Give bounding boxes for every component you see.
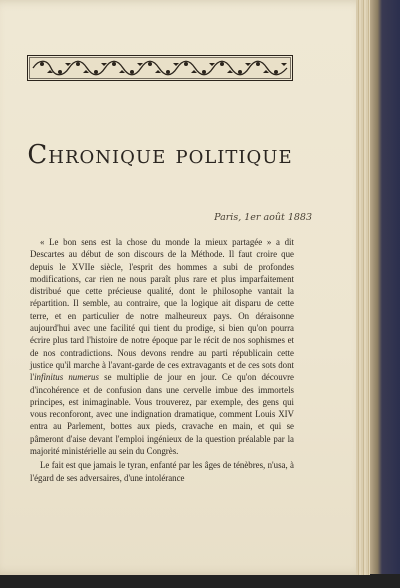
- latin-phrase: infinitus numerus: [34, 372, 99, 383]
- article-body: [30, 236, 294, 486]
- paragraph-text: se multiplie de jour en jour. Ce qu'on découvre d'incohérence et de confusion dans une cervelle imbue des immortels principes, est inimaginable. Vous trouverez, par exemple, des gens qui vous reconforont, avec une indignation dramatique, comment Louis XIV entra au Parlement, bottes aux pieds, cravache en main, et qui se pâmeront d'aise devant l'emploi ingénieux de la question préalable par la majorité ministérielle au sein du Congrès.: [30, 372, 294, 457]
- chapter-title: Chronique politique: [27, 140, 293, 170]
- dateline: Paris, 1er août 1883: [214, 212, 312, 223]
- paragraph: [30, 236, 294, 457]
- page-stack-edge: [356, 0, 370, 575]
- paragraph-text: « Le bon sens est la chose du monde la mieux partagée » a dit Descartes au début de son discours de la Méthode. Il faut croire que depuis le XVIIe siècle, l'esprit des hommes a subi de profondes modifications, car rien ne nous paraît plus rare et plus imparfaitement distribué que cette précieuse qualité, dont le philosophe vantait la répartition. Il semble, au contraire, que la logique ait disparu de cette terre, et en particulier de notre malheureux pays. On déraisonne aujourd'hui avec une facilité qui tient du prodige, si bien qu'on pourra écrire plus tard l'histoire de notre époque par le récit de nos sophismes et de nos contradictions. Nous devons rendre au parti républicain cette justice qu'il marche à l'avant-garde de ces extravagants et de ces sots dont l': [30, 237, 294, 383]
- book-binding-edge: [370, 0, 400, 588]
- decorative-header-ornament: [27, 55, 293, 81]
- paragraph: Le fait est que jamais le tyran, enfanté par les âges de ténèbres, n'usa, à l'égard de ses adversaires, d'une intolérance: [30, 460, 294, 483]
- background-surface: [0, 574, 400, 588]
